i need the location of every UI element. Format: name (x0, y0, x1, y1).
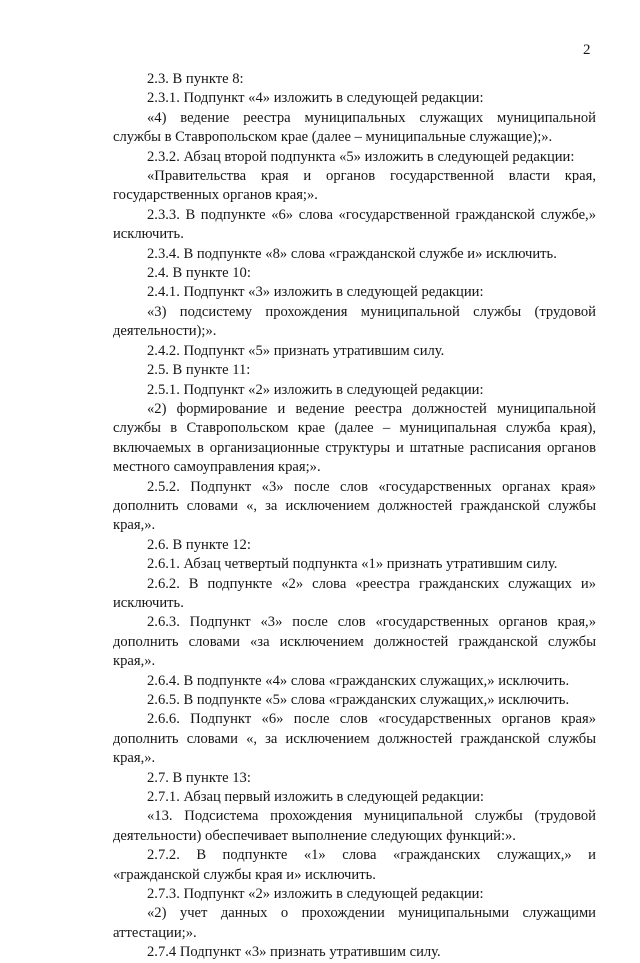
document-body (113, 70, 596, 963)
paragraph: 2.7.4 Подпункт «3» признать утратившим силу. (147, 944, 441, 961)
paragraph: 2.3.1. Подпункт «4» изложить в следующей редакции: (147, 90, 484, 107)
paragraph: 2.7.2. В подпункте «1» слова «гражданских служащих,» и «гражданской службы края и» исключить. (113, 847, 596, 883)
paragraph: «2) учет данных о прохождении муниципальными служащими аттестации;». (113, 905, 596, 941)
paragraph: 2.7.1. Абзац первый изложить в следующей редакции: (147, 789, 484, 806)
paragraph: 2.7.3. Подпункт «2» изложить в следующей редакции: (147, 886, 484, 903)
paragraph: 2.6.4. В подпункте «4» слова «гражданских служащих,» исключить. (147, 672, 570, 689)
page-number: 2 (583, 42, 591, 58)
paragraph: «Правительства края и органов государственной власти края, государственных органов края;». (113, 168, 596, 204)
paragraph: 2.3. В пункте 8: (147, 71, 244, 87)
paragraph: 2.6.5. В подпункте «5» слова «гражданских служащих,» исключить. (147, 692, 570, 708)
paragraph: 2.4.1. Подпункт «3» изложить в следующей редакции: (147, 284, 484, 301)
paragraph: 2.4. В пункте 10: (147, 265, 251, 282)
paragraph: 2.5.1. Подпункт «2» изложить в следующей редакции: (147, 381, 484, 398)
paragraph: 2.4.2. Подпункт «5» признать утратившим силу. (147, 342, 445, 359)
paragraph: 2.6.2. В подпункте «2» слова «реестра гражданских служащих и» исключить. (113, 575, 596, 611)
paragraph: 2.6. В пункте 12: (147, 536, 251, 553)
paragraph: «2) формирование и ведение реестра должностей муниципальной службы в Ставропольском крае (далее – муниципальная служба края), включаемых в организационные структуры и штатные расписания органов местного самоуправления края;». (113, 400, 596, 476)
paragraph: 2.5. В пункте 11: (147, 362, 251, 379)
paragraph: 2.6.1. Абзац четвертый подпункта «1» признать утратившим силу. (147, 556, 558, 573)
paragraph: 2.6.3. Подпункт «3» после слов «государственных органов края,» дополнить словами «за исключением должностей гражданской службы края,». (113, 614, 596, 670)
paragraph: «3) подсистему прохождения муниципальной службы (трудовой деятельности);». (113, 303, 596, 340)
paragraph: 2.6.6. Подпункт «6» после слов «государственных органов края» дополнить словами «, за исключением должностей гражданской службы края,». (113, 711, 596, 767)
paragraph: 2.7. В пункте 13: (147, 769, 251, 786)
paragraph: 2.3.3. В подпункте «6» слова «государственной гражданской службе,» исключить. (113, 206, 596, 243)
paragraph: «4) ведение реестра муниципальных служащих муниципальной службы в Ставропольском крае (далее – муниципальные служащие);». (113, 109, 596, 146)
paragraph: 2.5.2. Подпункт «3» после слов «государственных органах края» дополнить словами «, за исключением должностей гражданской службы края,». (113, 478, 596, 534)
paragraph: 2.3.2. Абзац второй подпункта «5» изложить в следующей редакции: (147, 148, 575, 165)
paragraph: «13. Подсистема прохождения муниципальной службы (трудовой деятельности) обеспечивает выполнение следующих функций:». (113, 808, 596, 844)
paragraph: 2.3.4. В подпункте «8» слова «гражданской службе и» исключить. (147, 245, 557, 262)
